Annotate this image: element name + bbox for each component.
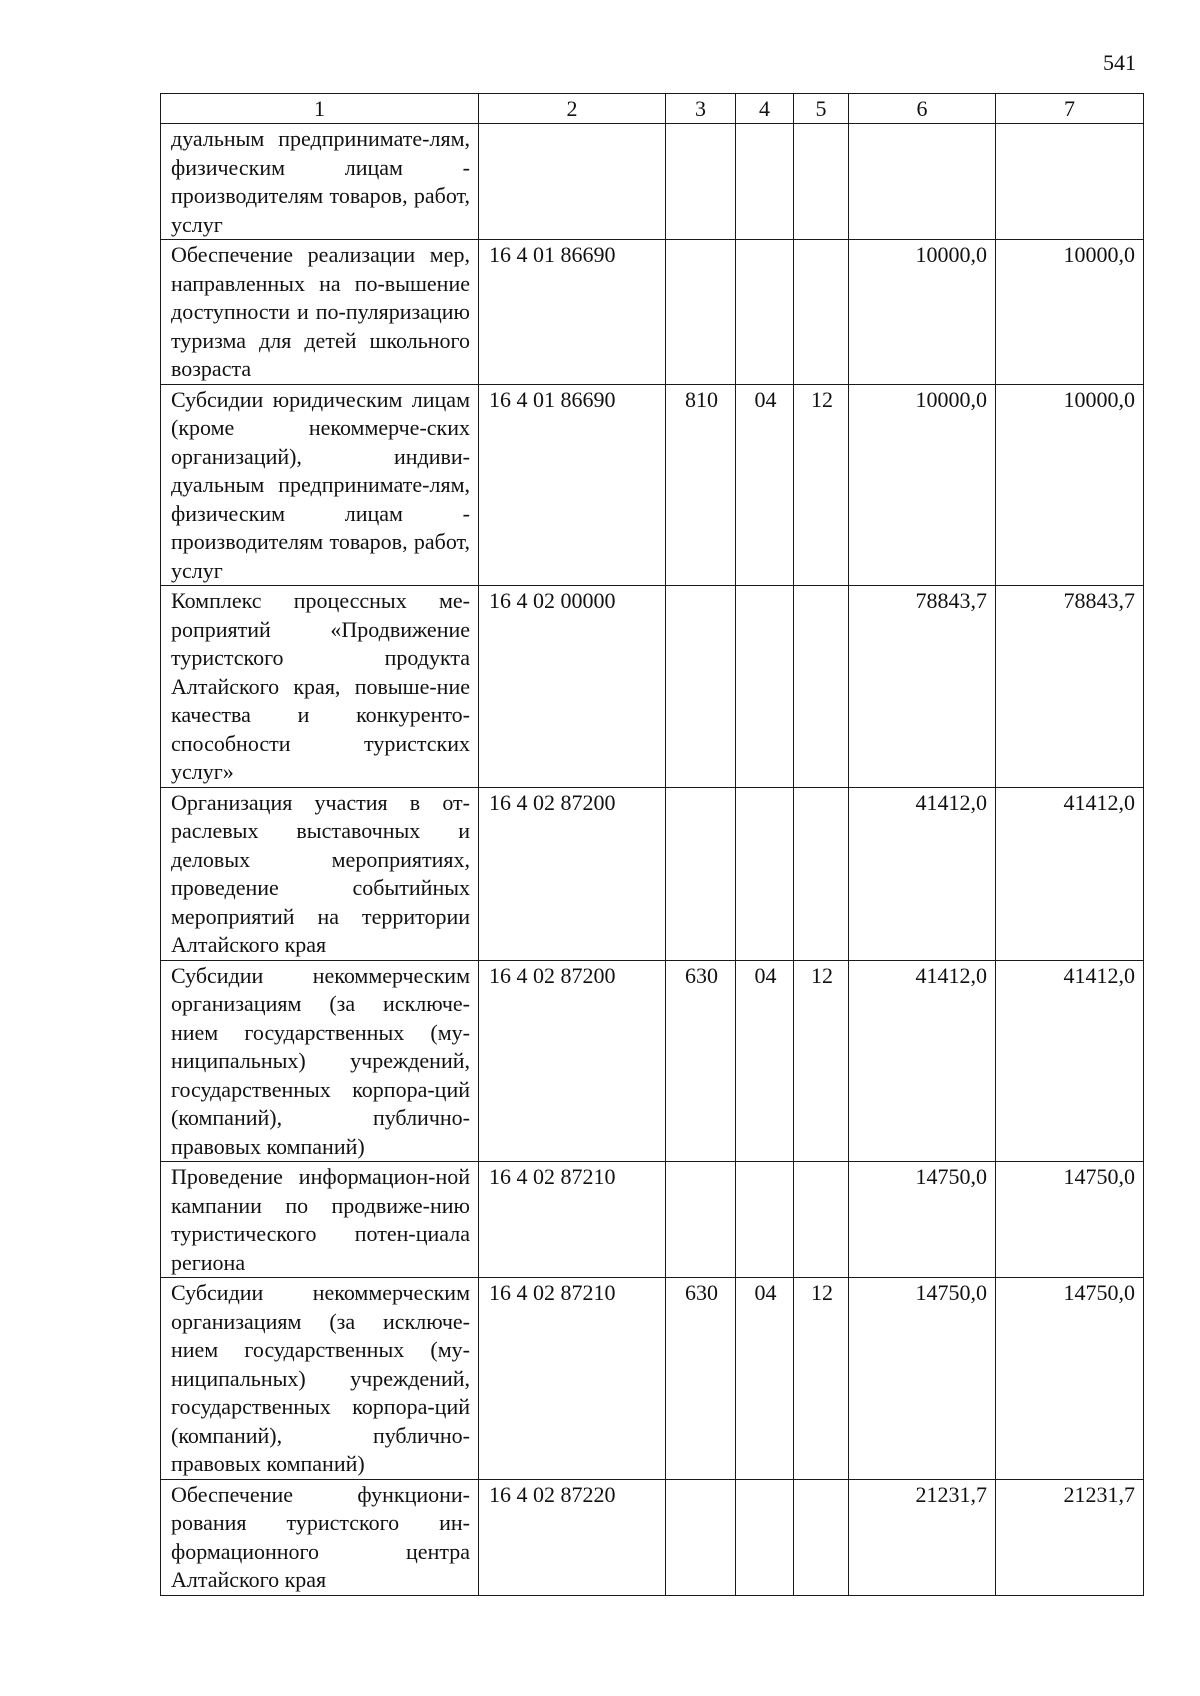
table-row [161,384,1144,586]
row-rz: 04 [736,960,794,1162]
row-code: 16 4 01 86690 [479,384,666,586]
row-vr: 810 [666,384,736,586]
row-name: Субсидии некоммерческим организациям (за исключе-нием государственных (му-ниципальных) учреждений, государственных корпора-ций (компаний), публично-правовых компаний) [161,1278,479,1480]
row-code: 16 4 01 86690 [479,240,666,385]
row-sum-2025: 41412,0 [996,787,1144,960]
column-header: 4 [736,94,794,124]
row-vr [666,1479,736,1595]
row-vr [666,586,736,788]
row-vr [666,240,736,385]
table-row [161,1162,1144,1278]
table-row [161,586,1144,788]
row-sum-2024 [849,124,996,240]
row-pr: 12 [794,1278,849,1480]
column-header: 2 [479,94,666,124]
row-rz [736,124,794,240]
row-name: Проведение информацион-ной кампании по продвиже-нию туристического потен-циала региона [161,1162,479,1278]
column-header: 6 [849,94,996,124]
row-pr [794,586,849,788]
row-sum-2024: 41412,0 [849,960,996,1162]
row-vr [666,1162,736,1278]
row-pr [794,124,849,240]
column-header: 5 [794,94,849,124]
row-pr: 12 [794,960,849,1162]
row-sum-2024: 41412,0 [849,787,996,960]
row-sum-2025: 21231,7 [996,1479,1144,1595]
table-row [161,124,1144,240]
row-code: 16 4 02 00000 [479,586,666,788]
row-pr [794,240,849,385]
row-sum-2024: 10000,0 [849,384,996,586]
row-rz [736,1479,794,1595]
row-rz [736,240,794,385]
row-pr [794,1479,849,1595]
row-sum-2024: 21231,7 [849,1479,996,1595]
row-name: Обеспечение реализации мер, направленных на по-вышение доступности и по-пуляризацию туризма для детей школьного возраста [161,240,479,385]
row-sum-2025: 10000,0 [996,240,1144,385]
table-row [161,1278,1144,1480]
row-code: 16 4 02 87220 [479,1479,666,1595]
row-pr: 12 [794,384,849,586]
row-vr: 630 [666,960,736,1162]
row-rz [736,1162,794,1278]
row-vr [666,124,736,240]
table-row [161,787,1144,960]
row-sum-2025: 78843,7 [996,586,1144,788]
row-sum-2025: 14750,0 [996,1162,1144,1278]
row-code: 16 4 02 87200 [479,960,666,1162]
row-name: Субсидии некоммерческим организациям (за исключе-нием государственных (му-ниципальных) учреждений, государственных корпора-ций (компаний), публично-правовых компаний) [161,960,479,1162]
row-sum-2025: 41412,0 [996,960,1144,1162]
row-name: Организация участия в от-раслевых выставочных и деловых мероприятиях, проведение событийных мероприятий на территории Алтайского края [161,787,479,960]
row-name: Субсидии юридическим лицам (кроме некоммерче-ских организаций), индиви-дуальным предпринимате-лям, физическим лицам - производителям товаров, работ, услуг [161,384,479,586]
row-vr: 630 [666,1278,736,1480]
budget-table [160,93,1144,1596]
row-sum-2025 [996,124,1144,240]
row-rz: 04 [736,384,794,586]
row-sum-2024: 10000,0 [849,240,996,385]
row-code: 16 4 02 87210 [479,1162,666,1278]
row-name: Комплекс процессных ме-роприятий «Продвижение туристского продукта Алтайского края, повыше-ние качества и конкуренто-способности туристских услуг» [161,586,479,788]
row-pr [794,787,849,960]
row-rz [736,787,794,960]
row-name: Обеспечение функциони-рования туристского ин-формационного центра Алтайского края [161,1479,479,1595]
column-header: 1 [161,94,479,124]
row-sum-2024: 14750,0 [849,1278,996,1480]
table-row [161,960,1144,1162]
row-sum-2024: 78843,7 [849,586,996,788]
column-header: 3 [666,94,736,124]
row-code: 16 4 02 87210 [479,1278,666,1480]
row-vr [666,787,736,960]
page-number: 541 [1103,50,1136,75]
row-code [479,124,666,240]
row-sum-2025: 14750,0 [996,1278,1144,1480]
column-header: 7 [996,94,1144,124]
row-name: дуальным предпринимате-лям, физическим лицам - производителям товаров, работ, услуг [161,124,479,240]
row-sum-2025: 10000,0 [996,384,1144,586]
row-rz [736,586,794,788]
header-row [161,94,1144,124]
row-pr [794,1162,849,1278]
table-row [161,1479,1144,1595]
row-code: 16 4 02 87200 [479,787,666,960]
row-sum-2024: 14750,0 [849,1162,996,1278]
row-rz: 04 [736,1278,794,1480]
table-row [161,240,1144,385]
